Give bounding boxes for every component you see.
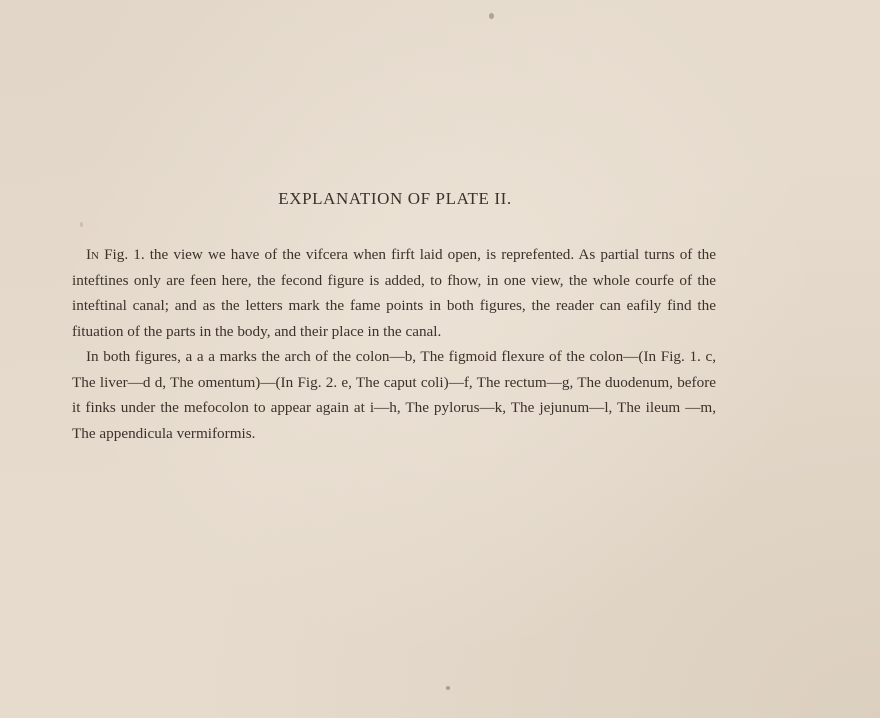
paragraph-figure-one (72, 242, 716, 344)
explanation-text (72, 242, 716, 446)
paragraph-both-figures: In both figures, a a a marks the arch of the colon—b, The figmoid flexure of the colon—(In Fig. 1. c, The liver—d d, The omentum)—(In Fig. 2. e, The caput coli)—f, The rectum—g, The duodenum, before it finks under the mefocolon to appear again at i—h, The pylorus—k, The jejunum—l, The ileum —m, The appendicula vermiformis. (72, 348, 716, 442)
paragraph-lead-word: In (86, 246, 100, 263)
paper-speck (489, 13, 494, 19)
paragraph-figure-one-text: Fig. 1. the view we have of the vifcera when firft laid open, is reprefented. As partial turns of the inteftines only are feen here, the fecond figure is added, to fhow, in one view, the whole courfe of the inteftinal canal; and as the letters mark the fame points in both figures, the reader can eafily find the fituation of the parts in the body, and their place in the canal. (72, 246, 716, 340)
paper-speck (80, 222, 83, 227)
paper-speck (446, 686, 450, 690)
plate-title: EXPLANATION OF PLATE II. (278, 189, 512, 208)
